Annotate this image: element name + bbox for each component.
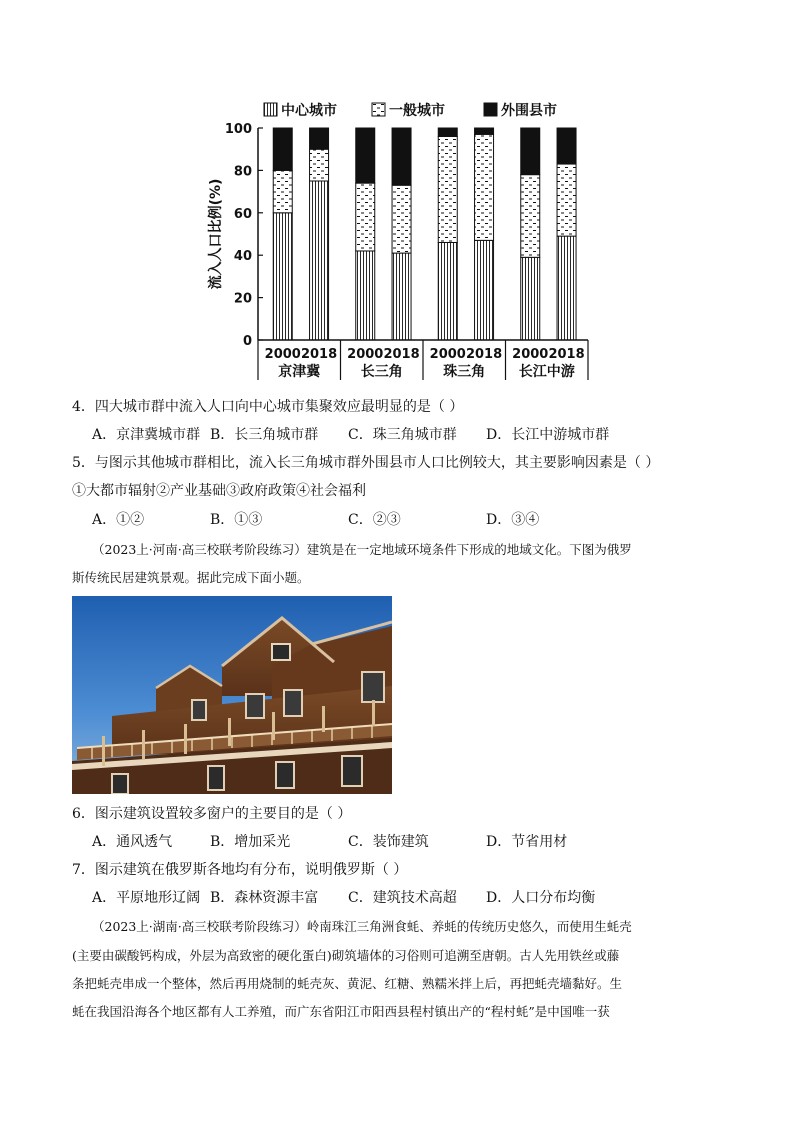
q7-stem: 7．图示建筑在俄罗斯各地均有分布，说明俄罗斯（ ） [72, 862, 408, 878]
q7-option-c[interactable]: C．建筑技术高超 [348, 890, 457, 906]
bar-segment [356, 251, 375, 340]
legend-label: 外围县市 [501, 103, 557, 119]
bar-segment [310, 149, 329, 181]
legend-swatch [484, 103, 497, 116]
bar-segment [557, 128, 576, 164]
bar-segment [475, 134, 494, 240]
q5-option-d[interactable]: D．③④ [486, 512, 540, 528]
x-tick-label: 2018 [383, 347, 420, 362]
q4-option-b[interactable]: B．长三角城市群 [210, 427, 319, 443]
chart-svg [200, 92, 600, 384]
material-2-line: 条把蚝壳串成一个整体，然后再用烧制的蚝壳灰、黄泥、红糖、熟糯米拌上后，再把蚝壳墙黏好。生 [72, 976, 623, 991]
group-label: 京津冀 [278, 364, 321, 380]
group-label: 长三角 [360, 364, 403, 380]
y-tick-label: 100 [224, 122, 252, 137]
russian-wooden-house-photo [72, 596, 392, 794]
material-2-line: （2023上·湖南·高三校联考阶段练习）岭南珠江三角洲食蚝、养蚝的传统历史悠久，而使用生蚝壳 [92, 919, 632, 934]
x-tick-label: 2018 [548, 347, 585, 362]
q7-option-a[interactable]: A．平原地形辽阔 [92, 890, 201, 906]
x-tick-label: 2018 [465, 347, 503, 362]
q6-option-a[interactable]: A．通风透气 [92, 834, 173, 850]
legend-swatch [372, 103, 385, 116]
q4-option-a[interactable]: A．京津冀城市群 [92, 427, 201, 443]
q7-option-d[interactable]: D．人口分布均衡 [486, 890, 596, 906]
bar-segment [310, 181, 329, 340]
bar-segment [438, 128, 457, 136]
material-2-line: 蚝在我国沿海各个地区都有人工养殖，而广东省阳江市阳西县程村镇出产的“程村蚝”是中国唯一获 [72, 1004, 610, 1019]
bar-segment [475, 128, 494, 134]
q6-option-d[interactable]: D．节省用材 [486, 834, 568, 850]
x-tick-label: 2018 [300, 347, 338, 362]
bar-segment [356, 128, 375, 183]
bar-segment [521, 257, 540, 340]
bar-segment [273, 213, 292, 340]
bar-segment [521, 175, 540, 258]
q6-option-b[interactable]: B．增加采光 [210, 834, 291, 850]
group-label: 长江中游 [518, 364, 575, 380]
y-tick-label: 0 [242, 334, 252, 349]
legend-swatch [264, 103, 277, 116]
x-tick-label: 2000 [429, 347, 466, 362]
bar-segment [310, 128, 329, 149]
bar-segment [273, 170, 292, 212]
bar-segment [557, 164, 576, 236]
material-2-line: (主要由碳酸钙构成，外层为高致密的硬化蛋白)砌筑墙体的习俗则可追溯至唐朝。古人先用铁丝或藤 [72, 948, 620, 963]
y-axis-title: 流入人口比例(%) [208, 178, 224, 290]
legend-label: 中心城市 [281, 103, 337, 119]
material-1-line: （2023上·河南·高三校联考阶段练习）建筑是在一定地域环境条件下形成的地域文化。下图为俄罗 [92, 542, 632, 557]
q5-option-a[interactable]: A．①② [92, 512, 145, 528]
group-label: 珠三角 [443, 364, 486, 380]
q4-stem: 4．四大城市群中流入人口向中心城市集聚效应最明显的是（ ） [72, 399, 464, 415]
q5-option-c[interactable]: C．②③ [348, 512, 401, 528]
bar-segment [521, 128, 540, 175]
bar-segment [392, 185, 411, 253]
bar-segment [438, 242, 457, 340]
x-tick-label: 2000 [512, 347, 549, 362]
material-1-line: 斯传统民居建筑景观。据此完成下面小题。 [72, 570, 310, 585]
y-tick-label: 80 [233, 164, 252, 180]
y-tick-label: 60 [233, 206, 252, 222]
stacked-bar-chart [200, 92, 600, 384]
q5-option-b[interactable]: B．①③ [210, 512, 263, 528]
x-tick-label: 2000 [347, 347, 384, 362]
q4-option-c[interactable]: C．珠三角城市群 [348, 427, 457, 443]
q6-option-c[interactable]: C．装饰建筑 [348, 834, 429, 850]
y-tick-label: 40 [233, 249, 252, 265]
q5-factors: ①大都市辐射②产业基础③政府政策④社会福利 [72, 483, 366, 499]
q7-option-b[interactable]: B．森林资源丰富 [210, 890, 319, 906]
bar-segment [557, 236, 576, 340]
q4-option-d[interactable]: D．长江中游城市群 [486, 427, 610, 443]
y-tick-label: 20 [233, 291, 252, 307]
chart-bars [273, 128, 576, 340]
bar-segment [356, 183, 375, 251]
bar-segment [475, 240, 494, 340]
x-tick-label: 2000 [264, 347, 301, 362]
bar-segment [438, 136, 457, 242]
legend-label: 一般城市 [389, 103, 445, 119]
bar-segment [392, 128, 411, 185]
q5-stem: 5．与图示其他城市群相比，流入长三角城市群外围县市人口比例较大，其主要影响因素是（ ） [72, 455, 660, 471]
chart-legend [264, 102, 557, 119]
bar-segment [273, 128, 292, 170]
q6-stem: 6．图示建筑设置较多窗户的主要目的是（ ） [72, 806, 352, 822]
bar-segment [392, 253, 411, 340]
